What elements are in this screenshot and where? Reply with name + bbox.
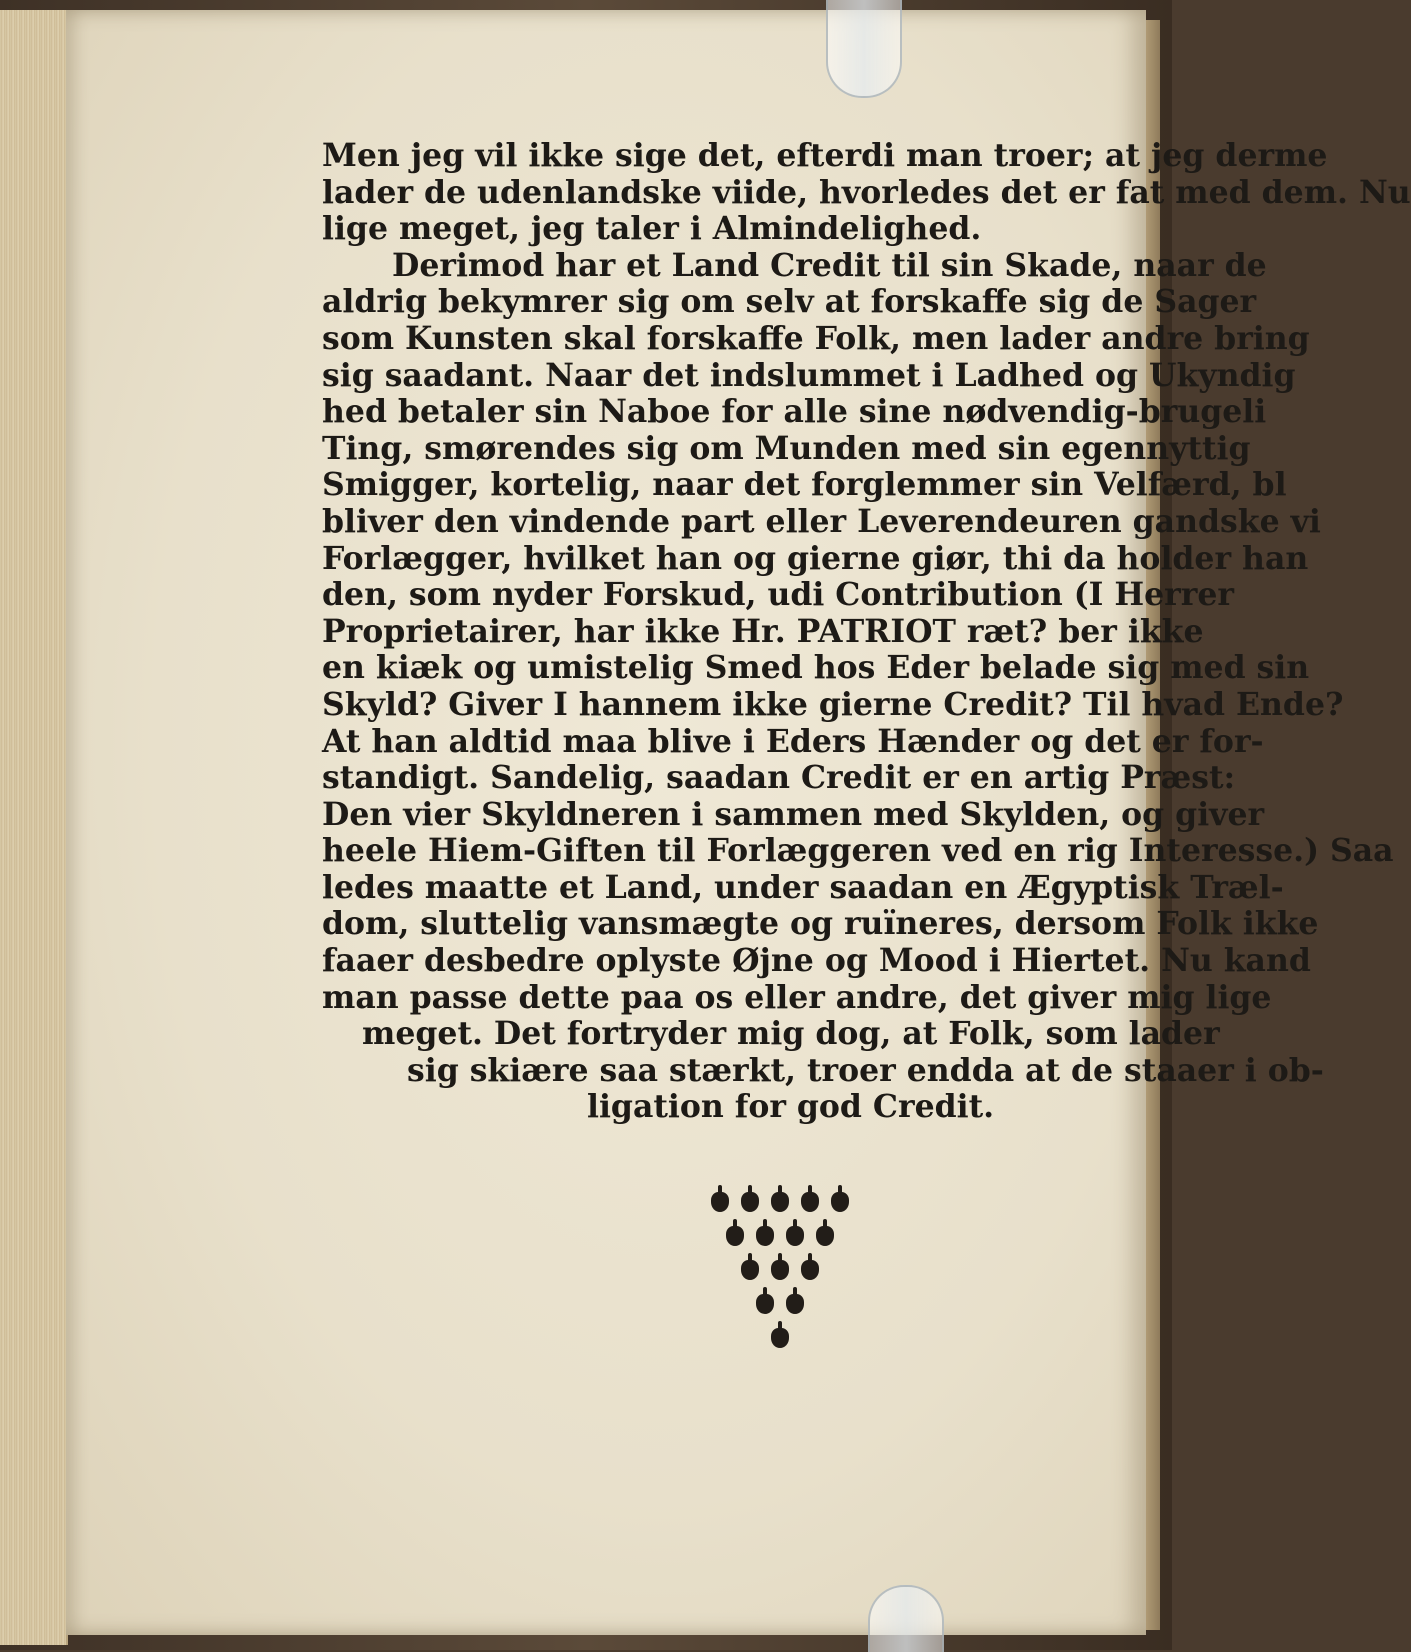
- grape-icon: [798, 1253, 822, 1283]
- text-line: heele Hiem-Giften til Forlæggeren ved en rig Interesse.) Saa: [322, 832, 1394, 870]
- page-clip-top: [826, 0, 902, 98]
- text-line: Ting, smørendes sig om Munden med sin egennyttig: [322, 429, 1251, 467]
- text-line: lader de udenlandske viide, hvorledes det er fat med dem. Nu: [322, 173, 1411, 211]
- page-clip-bottom: [868, 1585, 944, 1652]
- text-line: Men jeg vil ikke sige det, efterdi man troer; at jeg derme: [322, 137, 1328, 174]
- text-line: bliver den vindende part eller Leverendeuren gandske vi: [322, 502, 1321, 540]
- ornament-row: [695, 1185, 865, 1215]
- body-text: [322, 137, 1411, 1126]
- text-line: At han aldtid maa blive i Eders Hænder og det er for-: [322, 722, 1264, 760]
- ornament-row: [695, 1219, 865, 1249]
- page-edges-left: [0, 10, 68, 1645]
- grape-icon: [753, 1219, 777, 1249]
- text-line: som Kunsten skal forskaffe Folk, men lader andre bring: [322, 319, 1310, 357]
- paragraph-start-line: Derimod har et Land Credit til sin Skade, naar de: [392, 246, 1267, 284]
- text-line: Smigger, kortelig, naar det forglemmer sin Velfærd, bl: [322, 466, 1287, 504]
- text-line: aldrig bekymrer sig om selv at forskaffe sig de Sager: [322, 283, 1257, 321]
- grape-icon: [708, 1185, 732, 1215]
- grape-icon: [723, 1219, 747, 1249]
- grape-icon: [828, 1185, 852, 1215]
- text-line: sig saadant. Naar det indslummet i Ladhed og Ukyndig: [322, 356, 1296, 394]
- grape-icon: [783, 1219, 807, 1249]
- text-line: dom, sluttelig vansmægte og ruïneres, dersom Folk ikke: [322, 905, 1319, 943]
- text-line: den, som nyder Forskud, udi Contribution (I Herrer: [322, 576, 1234, 614]
- text-line: standigt. Sandelig, saadan Credit er en artig Præst:: [322, 759, 1236, 797]
- grape-icon: [753, 1287, 777, 1317]
- grape-icon: [738, 1253, 762, 1283]
- text-line: man passe dette paa os eller andre, det giver mig lige: [322, 978, 1272, 1016]
- grape-icon: [768, 1185, 792, 1215]
- text-line: faaer desbedre oplyste Øjne og Mood i Hiertet. Nu kand: [322, 942, 1311, 980]
- text-line: Skyld? Giver I hannem ikke gierne Credit? Til hvad Ende?: [322, 685, 1344, 723]
- text-line: Proprietairer, har ikke Hr. PATRIOT ræt? ber ikke: [322, 612, 1204, 650]
- grape-icon: [768, 1253, 792, 1283]
- grape-cluster-ornament: [695, 1185, 865, 1355]
- ornament-row: [695, 1253, 865, 1283]
- text-line: Den vier Skyldneren i sammen med Skylden, og giver: [322, 795, 1265, 833]
- grape-icon: [798, 1185, 822, 1215]
- text-line: meget. Det fortryder mig dog, at Folk, som lader: [362, 1015, 1220, 1053]
- text-line: ledes maatte et Land, under saadan en Ægyptisk Træl-: [322, 868, 1284, 906]
- text-line: en kiæk og umistelig Smed hos Eder belade sig med sin: [322, 649, 1310, 687]
- text-line: lige meget, jeg taler i Almindelighed.: [322, 210, 982, 248]
- grape-icon: [783, 1287, 807, 1317]
- text-line: sig skiære saa stærkt, troer endda at de staaer i ob-: [407, 1051, 1324, 1089]
- grape-icon: [813, 1219, 837, 1249]
- grape-icon: [768, 1321, 792, 1351]
- ornament-row: [695, 1287, 865, 1317]
- text-line: Forlægger, hvilket han og gierne giør, thi da holder han: [322, 539, 1309, 577]
- ornament-row: [695, 1321, 865, 1351]
- text-line: ligation for god Credit.: [587, 1088, 995, 1126]
- text-line: hed betaler sin Naboe for alle sine nødvendig-brugeli: [322, 393, 1267, 431]
- grape-icon: [738, 1185, 762, 1215]
